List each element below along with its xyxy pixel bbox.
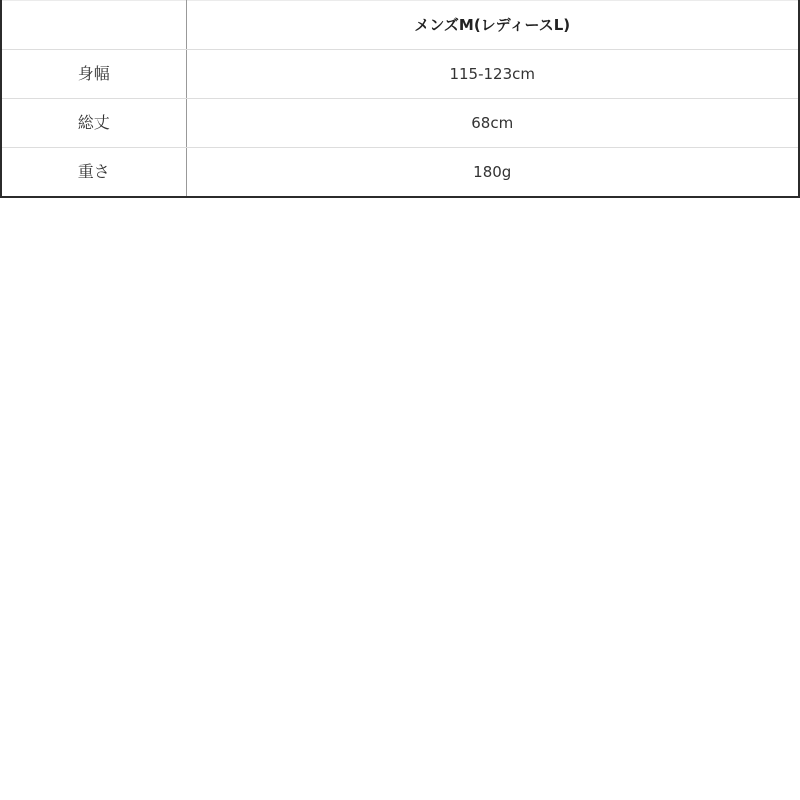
spec-value-weight: 180g — [186, 148, 799, 198]
table-header-row — [1, 1, 799, 50]
spec-label-body-width: 身幅 — [1, 50, 186, 99]
spec-value-body-width: 115-123cm — [186, 50, 799, 99]
spec-value-total-length: 68cm — [186, 99, 799, 148]
size-column-header: メンズM(レディースL) — [186, 1, 799, 50]
size-spec-table — [0, 0, 800, 198]
spec-label-weight: 重さ — [1, 148, 186, 198]
table-row — [1, 50, 799, 99]
spec-label-total-length: 総丈 — [1, 99, 186, 148]
table-row — [1, 148, 799, 198]
table-row — [1, 99, 799, 148]
header-corner-cell — [1, 1, 186, 50]
